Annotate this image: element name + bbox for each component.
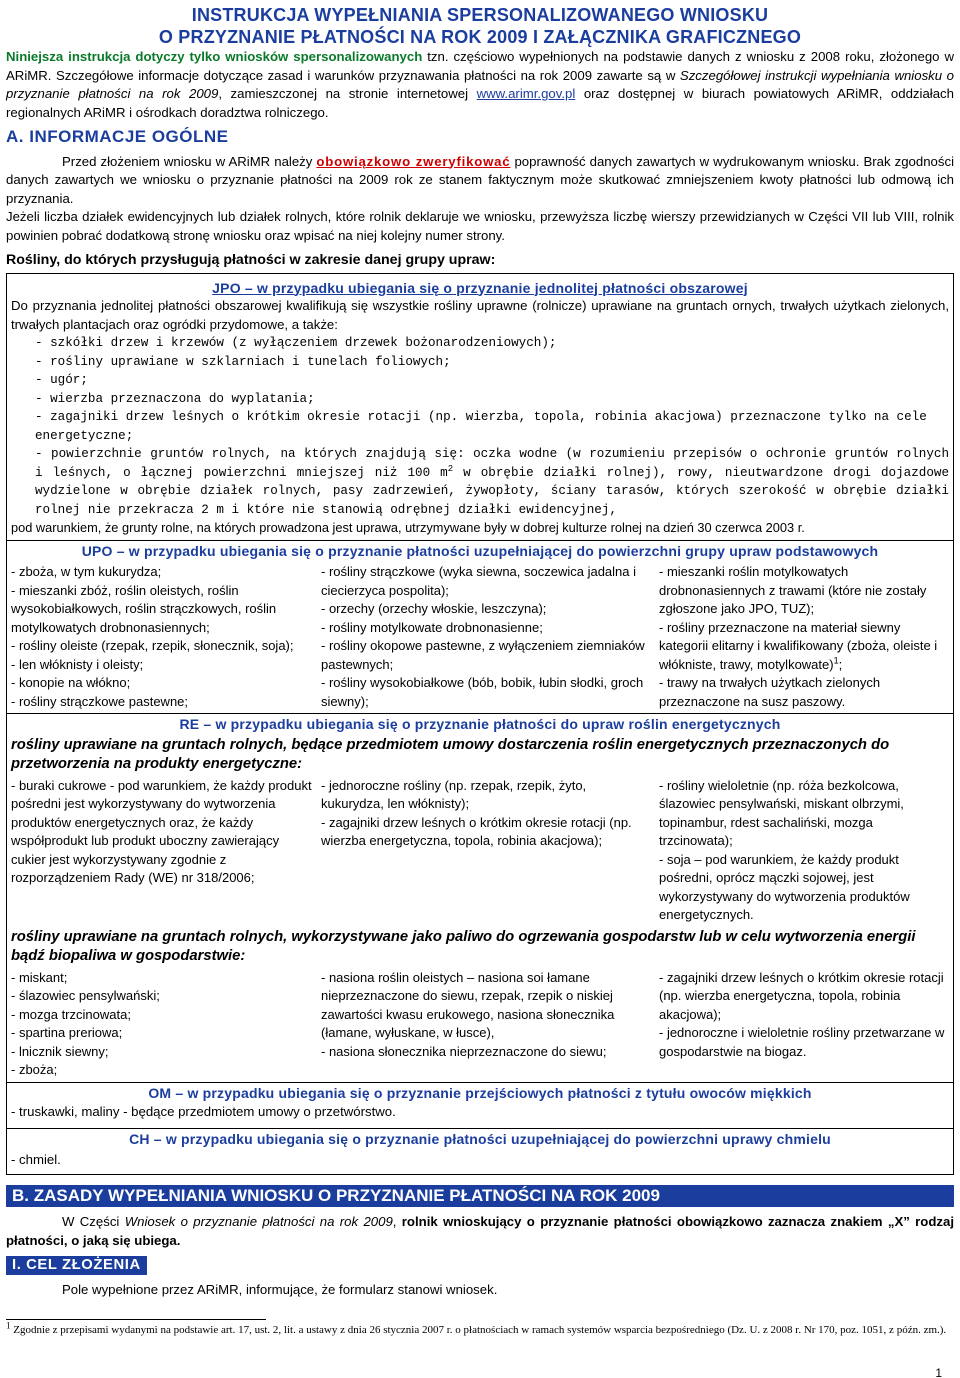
crops-subheading: Rośliny, do których przysługują płatności w zakresie danej grupy upraw:: [6, 252, 496, 268]
upo-col-2: - rośliny strączkowe (wyka siewna, soczewica jadalna i ciecierzyca pospolita); - orzechy (orzechy włoskie, leszczyna); - rośliny motylkowate drobnonasienne; - rośliny okopowe pastewne, z wyłączeniem ziemniaków pastewnych; - rośliny wysokobiałkowe (bób, bobik, łubin słodki, groch siewny);: [321, 564, 645, 709]
upo-col3-b: ; - trawy na trwałych użytkach zielonych przeznaczone na susz paszowy.: [659, 656, 881, 709]
section-i-text: Pole wypełnione przez ARiMR, informujące, że formularz stanowi wniosek.: [62, 1281, 498, 1297]
section-a-title: A. INFORMACJE OGÓLNE: [6, 127, 229, 146]
section-a-paragraph-1: [6, 153, 954, 209]
ch-text: - chmiel.: [11, 1152, 61, 1167]
om-heading: OM – w przypadku ubiegania się o przyznanie przejściowych płatności z tytułu owoców miękkich: [7, 1082, 953, 1104]
footnote: [6, 1320, 954, 1337]
footnote-number: 1: [6, 1320, 11, 1331]
re-columns-2: [7, 967, 953, 1082]
upo-col3-a: - mieszanki roślin motylkowatych drobnonasiennych z trawami (które nie zostały zgłoszone jako JPO, TUZ); - rośliny przeznaczone na materiał siewny kategorii elitarny i kwalifikowany (zboża, oleiste i włókniste, trawy, motylkowate): [659, 564, 938, 672]
re-columns-1: [7, 775, 953, 927]
intro-text-2: , zamieszczonej na stronie internetowej: [218, 86, 477, 101]
re-col-6: - zagajniki drzew leśnych o krótkim okresie rotacji (np. wierzba energetyczna, topola, robinia akacjowa); - jednoroczne i wieloletnie rośliny przetwarzane w gospodarstwie na biogaz.: [659, 969, 945, 1059]
re-col-1: - buraki cukrowe - pod warunkiem, że każdy produkt pośredni jest wykorzystywany do wytworzenia produktów energetycznych oraz, że każdy współprodukt lub produkt uboczny zawierający cukier jest wykorzystywany zgodnie z rozporządzeniem Rady (WE) nr 318/2006;: [11, 777, 312, 885]
om-text: - truskawki, maliny - będące przedmiotem umowy o przetwórstwo.: [11, 1104, 396, 1119]
intro-green-text: Niniejsza instrukcja dotyczy tylko wniosków spersonalizowanych: [6, 49, 423, 64]
section-b-paragraph: [6, 1213, 954, 1250]
footnote-text: Zgodnie z przepisami wydanymi na podstawie art. 17, ust. 2, lit. a ustawy z dnia 26 stycznia 2007 r. o płatnościach w ramach systemów wsparcia bezpośredniego (Dz. U. z 2008 r. Nr 170, poz. 1051, z późn. zm.).: [10, 1324, 947, 1336]
intro-text-3: oraz dostępnej w biurach powiatowych ARiMR, oddziałach regionalnych ARiMR i ośrodkach doradztwa rolniczego.: [6, 86, 954, 120]
section-b-text-b: ,: [392, 1214, 402, 1229]
re-col-3: - rośliny wieloletnie (np. róża bezkolcowa, ślazowiec pensylwański, miskant olbrzymi, topinambur, rdest sachaliński, mozga trzcinowata); - soja – pod warunkiem, że każdy produkt pośredni, oprócz mączki sojowej, jest wykorzystywany do wytworzenia produktów energetycznych.: [659, 777, 910, 922]
upo-heading: UPO – w przypadku ubiegania się o przyznanie płatności uzupełniającej do powierzchni grupy upraw podstawowych: [7, 540, 953, 562]
jpo-item: - szkółki drzew i krzewów (z wyłączeniem drzewek bożonarodzeniowych);: [35, 336, 557, 350]
section-i-title: I. CEL ZŁOŻENIA: [6, 1256, 147, 1275]
upo-columns: [7, 561, 953, 713]
crop-groups-table: [6, 273, 954, 1175]
footnote-ref: 1: [833, 655, 839, 666]
section-a-p1-before: Przed złożeniem wniosku w ARiMR należy: [62, 153, 317, 169]
jpo-heading: JPO – w przypadku ubiegania się o przyznanie jednolitej płatności obszarowej: [212, 279, 748, 296]
jpo-item: - ugór;: [35, 373, 88, 387]
jpo-item-last: [11, 445, 949, 519]
jpo-item-last-b: w obrębie działki rolnej), rowy, nieutwardzone drogi dojazdowe wydzielone w obrębie działek rolnych, pasy zadrzewień, żywopłoty, ściany tarasów, których szerokość w obrębie działki rolnej nie przekracza 2 m i które nie stanowią odrębnej działki ewidencyjnej,: [35, 465, 949, 517]
jpo-item: - rośliny uprawiane w szklarniach i tunelach foliowych;: [35, 354, 451, 369]
document-page: [6, 4, 954, 1337]
intro-text-1: tzn. częściowo wypełnionych na podstawie danych z wniosku z 2008 roku, złożonego w ARiMR. Szczegółowe informacje dotyczące zasad i warunków przyznawania płatności na rok 2009 zawarte są w: [6, 49, 954, 83]
footnote-divider: [6, 1319, 266, 1320]
section-b-italic: Wniosek o przyznanie płatności na rok 2009: [124, 1214, 393, 1229]
re-subheading-2: rośliny uprawiane na gruntach rolnych, wykorzystywane jako paliwo do ogrzewania gospodarstw lub w celu wytworzenia energii bądź biopaliwa w gospodarstwie:: [11, 928, 916, 964]
jpo-closing: pod warunkiem, że grunty rolne, na których prowadzona jest uprawa, utrzymywane były w dobrej kulturze rolnej na dzień 30 czerwca 2003 r.: [11, 520, 805, 535]
m2-superscript: 2: [447, 463, 454, 474]
section-b-text-a: W Części: [62, 1214, 125, 1229]
section-b-title: B. ZASADY WYPEŁNIANIA WNIOSKU O PRZYZNANIE PŁATNOŚCI NA ROK 2009: [6, 1185, 954, 1208]
re-col-4: - miskant; - ślazowiec pensylwański; - mozga trzcinowata; - spartina preriowa; - lnicznik siewny; - zboża;: [11, 969, 160, 1077]
re-col-2: - jednoroczne rośliny (np. rzepak, rzepik, żyto, kukurydza, len włóknisty); - zagajniki drzew leśnych o krótkim okresie rotacji (np. wierzba energetyczna, topola, robinia akacjowa);: [321, 777, 632, 848]
section-a-p1-after: poprawność danych zawartych w wydrukowanym wniosku. Brak zgodności danych zawartych we wniosku o przyznanie płatności na 2009 rok ze stanem faktycznym może skutkować zmniejszeniem kwoty płatności lub odmową ich przyznania.: [6, 153, 955, 206]
intro-italic-text: Szczegółowej instrukcji wypełniania wniosku o przyznanie płatności na rok 2009: [6, 67, 954, 101]
upo-col-1: - zboża, w tym kukurydza; - mieszanki zbóż, roślin oleistych, roślin wysokobiałkowych, roślin strączkowych, roślin motylkowatych drobnonasiennych; - rośliny oleiste (rzepak, rzepik, słonecznik, soja); - len włóknisty i oleisty; - konopie na włókno; - rośliny strączkowe pastewne;: [11, 564, 294, 709]
section-b-bold: rolnik wnioskujący o przyznanie płatności obowiązkowo zaznacza znakiem „X” rodzaj płatności, o jaką się ubiega.: [6, 1214, 955, 1248]
re-col-5: - nasiona roślin oleistych – nasiona soi łamane nieprzeznaczone do siewu, rzepak, rzepik o niskiej zawartości kwasu erukowego, nasiona słonecznika (łamane, wyłuskane, w łusce), - nasiona słonecznika nieprzeznaczone do siewu;: [321, 969, 615, 1059]
page-number: 1: [935, 1366, 942, 1378]
intro-paragraph: [6, 48, 954, 122]
document-title-line1: INSTRUKCJA WYPEŁNIANIA SPERSONALIZOWANEGO WNIOSKU: [191, 5, 769, 25]
re-heading: RE – w przypadku ubiegania się o przyznanie płatności do upraw roślin energetycznych: [7, 713, 953, 735]
upo-col-3: [655, 561, 953, 713]
jpo-item: - zagajniki drzew leśnych o krótkim okresie rotacji (np. wierzba, topola, robinia akacjowa) przeznaczone tylko na cele energetyczne;: [35, 410, 927, 443]
jpo-item-last-a: - powierzchnie gruntów rolnych, na których znajdują się: oczka wodne (w rozumieniu przepisów o ochronie gruntów rolnych i leśnych, o łącznej powierzchni mniejszej niż 100 m: [35, 447, 949, 480]
section-a-paragraph-2: Jeżeli liczba działek ewidencyjnych lub działek rolnych, które rolnik deklaruje we wniosku, przewyższa liczbę wierszy przewidzianych w Części VII lub VIII, rolnik powinien pobrać dodatkową stronę wniosku oraz wpisać na niej kolejny numer strony.: [6, 209, 954, 243]
re-subheading-1: rośliny uprawiane na gruntach rolnych, będące przedmiotem umowy dostarczenia roślin energetycznych przeznaczonych do przetworzenia na produkty energetyczne:: [11, 736, 890, 772]
jpo-section: [7, 274, 953, 540]
jpo-intro: Do przyznania jednolitej płatności obszarowej kwalifikują się wszystkie rośliny uprawne (rolnicze) uprawiane na gruntach ornych, trwałych użytkach zielonych, trwałych plantacjach oraz ogródki przydomowe, a także:: [11, 298, 949, 332]
document-title-line2: O PRZYZNANIE PŁATNOŚCI NA ROK 2009 I ZAŁĄCZNIKA GRAFICZNEGO: [158, 27, 802, 47]
verify-emphasis: obowiązkowo zweryfikować: [316, 153, 511, 169]
ch-heading: CH – w przypadku ubiegania się o przyznanie płatności uzupełniającej do powierzchni uprawy chmielu: [7, 1128, 953, 1150]
jpo-item: - wierzba przeznaczona do wyplatania;: [35, 391, 315, 406]
arimr-link[interactable]: www.arimr.gov.pl: [476, 86, 576, 101]
